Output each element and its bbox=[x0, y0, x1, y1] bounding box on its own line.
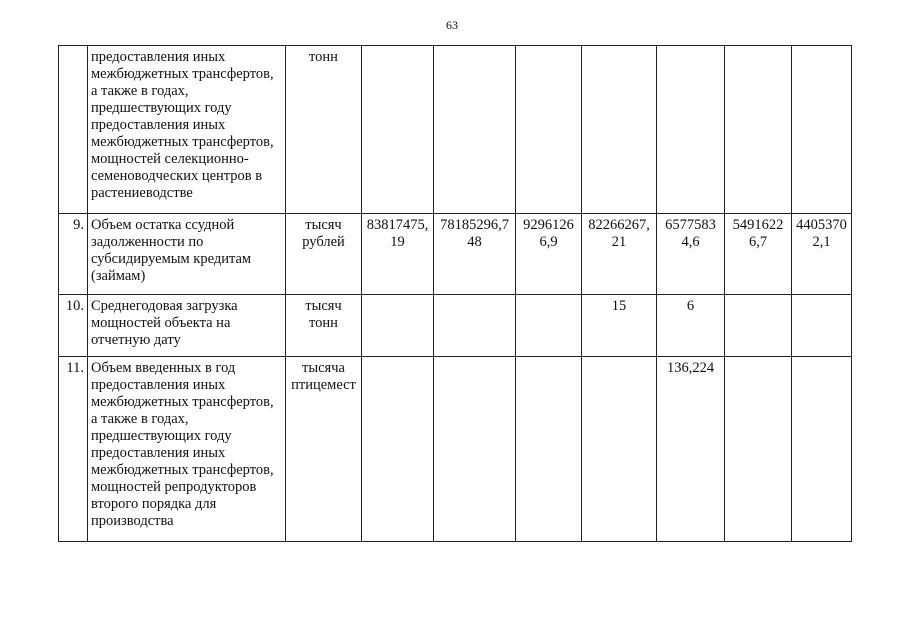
value-cell bbox=[657, 46, 725, 214]
unit-cell: тысяч тонн bbox=[286, 295, 362, 357]
row-number: 10. bbox=[59, 295, 88, 357]
indicator-name: Объем остатка ссудной задолженности по субсидируемым кредитам (займам) bbox=[88, 214, 286, 295]
indicator-name: Объем введенных в год предоставления иных межбюджетных трансфертов, а также в годах, предшествующих году предоставления иных межбюджетных трансфертов, мощностей репродукторов второго порядка для производства bbox=[88, 357, 286, 542]
value-cell: 82266267,21 bbox=[582, 214, 657, 295]
value-cell bbox=[516, 46, 582, 214]
unit-cell: тысяча птицемест bbox=[286, 357, 362, 542]
value-cell bbox=[792, 295, 852, 357]
value-cell bbox=[362, 357, 434, 542]
value-cell bbox=[792, 46, 852, 214]
value-cell bbox=[582, 357, 657, 542]
row-number: 9. bbox=[59, 214, 88, 295]
table-row bbox=[59, 295, 852, 357]
unit-cell: тысяч рублей bbox=[286, 214, 362, 295]
row-number bbox=[59, 46, 88, 214]
value-cell: 83817475,19 bbox=[362, 214, 434, 295]
value-cell bbox=[516, 295, 582, 357]
value-cell bbox=[725, 46, 792, 214]
value-cell bbox=[725, 295, 792, 357]
row-number: 11. bbox=[59, 357, 88, 542]
unit-cell: тонн bbox=[286, 46, 362, 214]
value-cell bbox=[362, 295, 434, 357]
value-cell bbox=[582, 46, 657, 214]
value-cell bbox=[362, 46, 434, 214]
value-cell: 15 bbox=[582, 295, 657, 357]
value-cell: 6 bbox=[657, 295, 725, 357]
table-row bbox=[59, 46, 852, 214]
indicator-name: предоставления иных межбюджетных трансфертов, а также в годах, предшествующих году предоставления иных межбюджетных трансфертов, мощностей селекционно-семеноводческих центров в растениеводстве bbox=[88, 46, 286, 214]
value-cell bbox=[725, 357, 792, 542]
data-table bbox=[58, 45, 852, 542]
value-cell bbox=[792, 357, 852, 542]
table-row bbox=[59, 214, 852, 295]
value-cell: 136,224 bbox=[657, 357, 725, 542]
value-cell: 92961266,9 bbox=[516, 214, 582, 295]
table-row bbox=[59, 357, 852, 542]
value-cell: 78185296,748 bbox=[434, 214, 516, 295]
value-cell: 65775834,6 bbox=[657, 214, 725, 295]
value-cell bbox=[434, 357, 516, 542]
indicator-name: Среднегодовая загрузка мощностей объекта на отчетную дату bbox=[88, 295, 286, 357]
value-cell bbox=[516, 357, 582, 542]
page-number: 63 bbox=[446, 18, 458, 32]
value-cell: 54916226,7 bbox=[725, 214, 792, 295]
value-cell: 44053702,1 bbox=[792, 214, 852, 295]
value-cell bbox=[434, 295, 516, 357]
value-cell bbox=[434, 46, 516, 214]
